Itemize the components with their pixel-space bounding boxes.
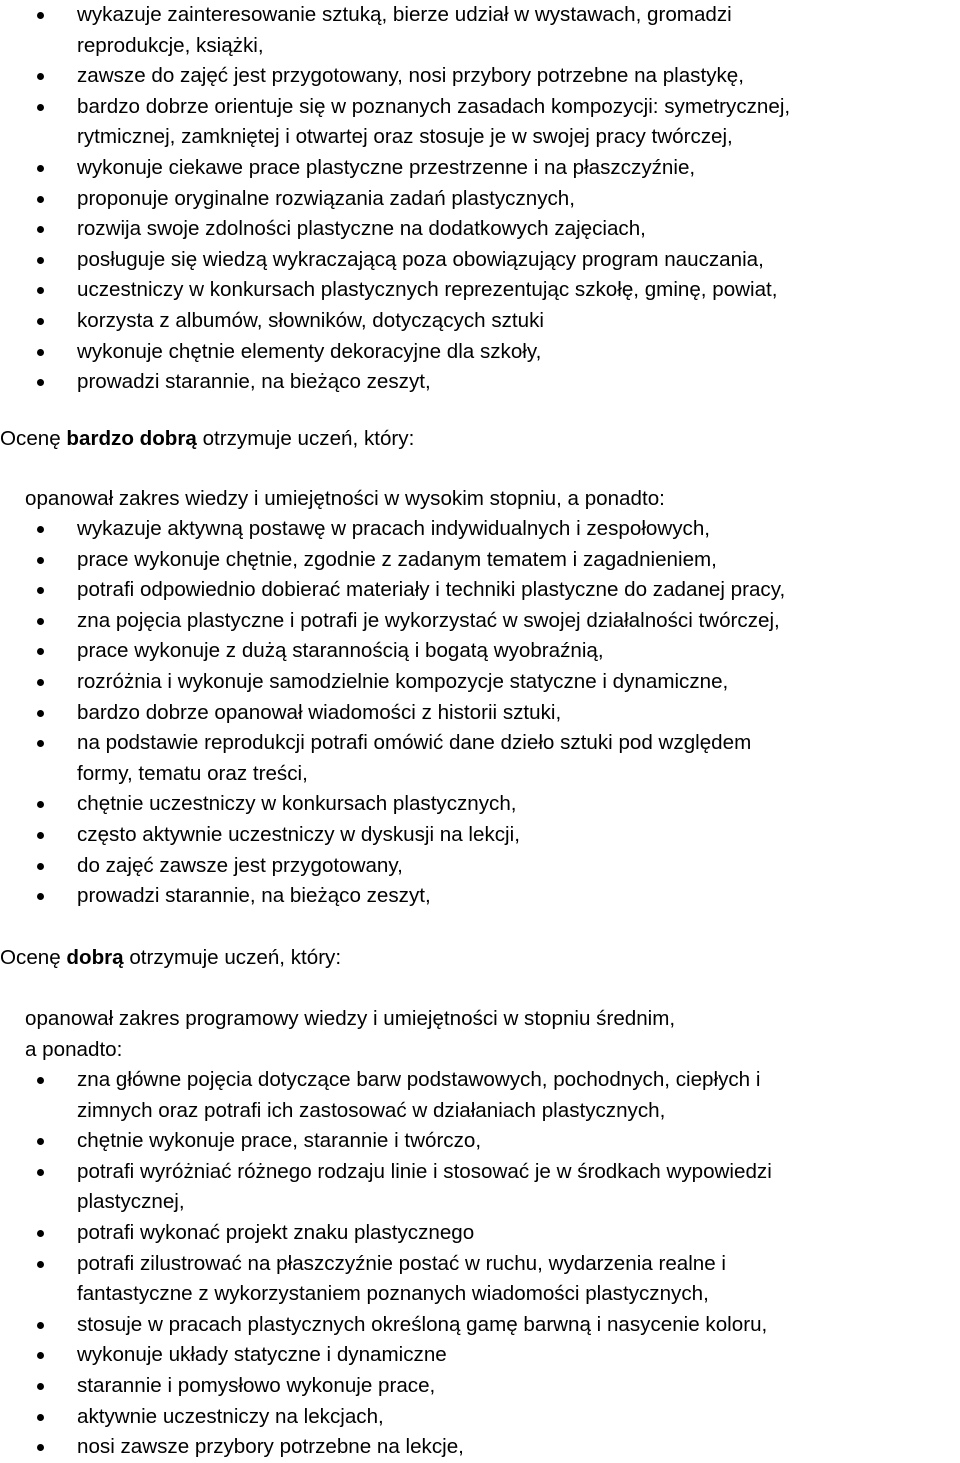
list-item-line: rytmicznej, zamkniętej i otwartej oraz stosuje je w swojej pracy twórczej, — [77, 125, 733, 149]
list-item — [0, 1249, 960, 1310]
list-item-line: do zajęć zawsze jest przygotowany, — [77, 853, 403, 877]
criteria-list-very-good — [0, 514, 960, 912]
list-item — [0, 545, 960, 576]
list-item-line: potrafi odpowiednio dobierać materiały i techniki plastyczne do zadanej pracy, — [77, 578, 786, 602]
list-item-line: bardzo dobrze orientuje się w poznanych zasadach kompozycji: symetrycznej, — [77, 94, 791, 118]
list-item-line: wykazuje zainteresowanie sztuką, bierze udział w wystawach, gromadzi — [77, 3, 732, 26]
intro-very-good — [0, 484, 665, 515]
list-item-line: chętnie wykonuje prace, starannie i twórczo, — [77, 1129, 482, 1153]
list-item — [0, 1310, 960, 1341]
list-item — [0, 1065, 960, 1126]
list-item — [0, 667, 960, 698]
list-item-line: zimnych oraz potrafi ich zastosować w działaniach plastycznych, — [77, 1098, 666, 1122]
list-item — [0, 820, 960, 851]
list-item-line: nosi zawsze przybory potrzebne na lekcje, — [77, 1435, 464, 1459]
list-item-line: posługuje się wiedzą wykraczającą poza obowiązujący program nauczania, — [77, 247, 764, 271]
list-item-line: prowadzi starannie, na bieżąco zeszyt, — [77, 884, 431, 908]
list-item — [0, 606, 960, 637]
list-item-line: wykonuje chętnie elementy dekoracyjne dla szkoły, — [77, 339, 542, 363]
list-item — [0, 1157, 960, 1218]
intro-line: opanował zakres wiedzy i umiejętności w wysokim stopniu, a ponadto: — [25, 487, 665, 510]
list-item — [0, 0, 960, 61]
list-item-line: często aktywnie uczestniczy w dyskusji na lekcji, — [77, 822, 520, 846]
grade-heading-good — [0, 943, 341, 974]
list-item — [0, 698, 960, 729]
list-item-line: zna główne pojęcia dotyczące barw podstawowych, pochodnych, ciepłych i — [77, 1068, 761, 1091]
list-item-line: aktywnie uczestniczy na lekcjach, — [77, 1404, 384, 1428]
list-item-line: korzysta z albumów, słowników, dotyczących sztuki — [77, 308, 544, 332]
heading-text: otrzymuje uczeń, który: — [123, 946, 342, 969]
list-item-line: potrafi wykonać projekt znaku plastycznego — [77, 1220, 475, 1244]
list-item-line: prace wykonuje chętnie, zgodnie z zadanym tematem i zagadnieniem, — [77, 547, 717, 571]
list-item-line: bardzo dobrze opanował wiadomości z historii sztuki, — [77, 700, 562, 724]
heading-grade-name: bardzo dobrą — [66, 427, 197, 450]
list-item — [0, 1218, 960, 1249]
list-item-line: rozwija swoje zdolności plastyczne na dodatkowych zajęciach, — [77, 217, 646, 241]
list-item — [0, 92, 960, 153]
list-item-line: potrafi zilustrować na płaszczyźnie postać w ruchu, wydarzenia realne i — [77, 1251, 727, 1275]
list-item-line: rozróżnia i wykonuje samodzielnie kompozycje statyczne i dynamiczne, — [77, 669, 729, 693]
heading-grade-name: dobrą — [66, 946, 124, 969]
list-item-line: na podstawie reprodukcji potrafi omówić dane dzieło sztuki pod względem — [77, 731, 752, 755]
list-item-line: stosuje w pracach plastycznych określoną gamę barwną i nasycenie koloru, — [77, 1312, 768, 1336]
list-item — [0, 575, 960, 606]
list-item-line: potrafi wyróżniać różnego rodzaju linie i stosować je w środkach wypowiedzi — [77, 1159, 772, 1183]
list-item — [0, 367, 960, 398]
list-item-line: prowadzi starannie, na bieżąco zeszyt, — [77, 370, 431, 394]
list-item — [0, 1126, 960, 1157]
heading-text: Ocenę — [0, 427, 67, 450]
list-item — [0, 1371, 960, 1402]
list-item-line: prace wykonuje z dużą starannością i bogatą wyobraźnią, — [77, 639, 604, 663]
list-item — [0, 789, 960, 820]
list-item — [0, 1432, 960, 1463]
list-item — [0, 61, 960, 92]
list-item-line: formy, tematu oraz treści, — [77, 761, 308, 785]
list-item-line: zawsze do zajęć jest przygotowany, nosi przybory potrzebne na plastykę, — [77, 64, 744, 88]
list-item — [0, 153, 960, 184]
list-item-line: fantastyczne z wykorzystaniem poznanych wiadomości plastycznych, — [77, 1282, 709, 1306]
intro-line: opanował zakres programowy wiedzy i umiejętności w stopniu średnim, — [25, 1007, 676, 1030]
list-item — [0, 306, 960, 337]
list-item-line: reprodukcje, książki, — [77, 33, 264, 57]
list-item-line: starannie i pomysłowo wykonuje prace, — [77, 1373, 436, 1397]
intro-good — [0, 1004, 675, 1065]
list-item-line: chętnie uczestniczy w konkursach plastycznych, — [77, 792, 517, 816]
list-item — [0, 1402, 960, 1433]
list-item-line: proponuje oryginalne rozwiązania zadań plastycznych, — [77, 186, 575, 210]
list-item — [0, 275, 960, 306]
list-item — [0, 1340, 960, 1371]
heading-text: otrzymuje uczeń, który: — [196, 427, 415, 450]
list-item-line: uczestniczy w konkursach plastycznych reprezentując szkołę, gminę, powiat, — [77, 278, 778, 302]
list-item — [0, 881, 960, 912]
heading-text: Ocenę — [0, 946, 67, 969]
list-item — [0, 636, 960, 667]
list-item — [0, 214, 960, 245]
criteria-list-top — [0, 0, 960, 398]
criteria-list-good — [0, 1065, 960, 1463]
list-item-line: zna pojęcia plastyczne i potrafi je wykorzystać w swojej działalności twórczej, — [77, 608, 780, 632]
list-item — [0, 337, 960, 368]
grade-heading-very-good — [0, 424, 414, 455]
intro-line: a ponadto: — [25, 1037, 123, 1061]
list-item — [0, 851, 960, 882]
list-item — [0, 245, 960, 276]
list-item — [0, 728, 960, 789]
list-item — [0, 514, 960, 545]
list-item-line: wykazuje aktywną postawę w pracach indywidualnych i zespołowych, — [77, 517, 710, 540]
list-item-line: plastycznej, — [77, 1190, 185, 1214]
list-item-line: wykonuje układy statyczne i dynamiczne — [77, 1343, 447, 1367]
list-item — [0, 184, 960, 215]
list-item-line: wykonuje ciekawe prace plastyczne przestrzenne i na płaszczyźnie, — [77, 155, 696, 179]
